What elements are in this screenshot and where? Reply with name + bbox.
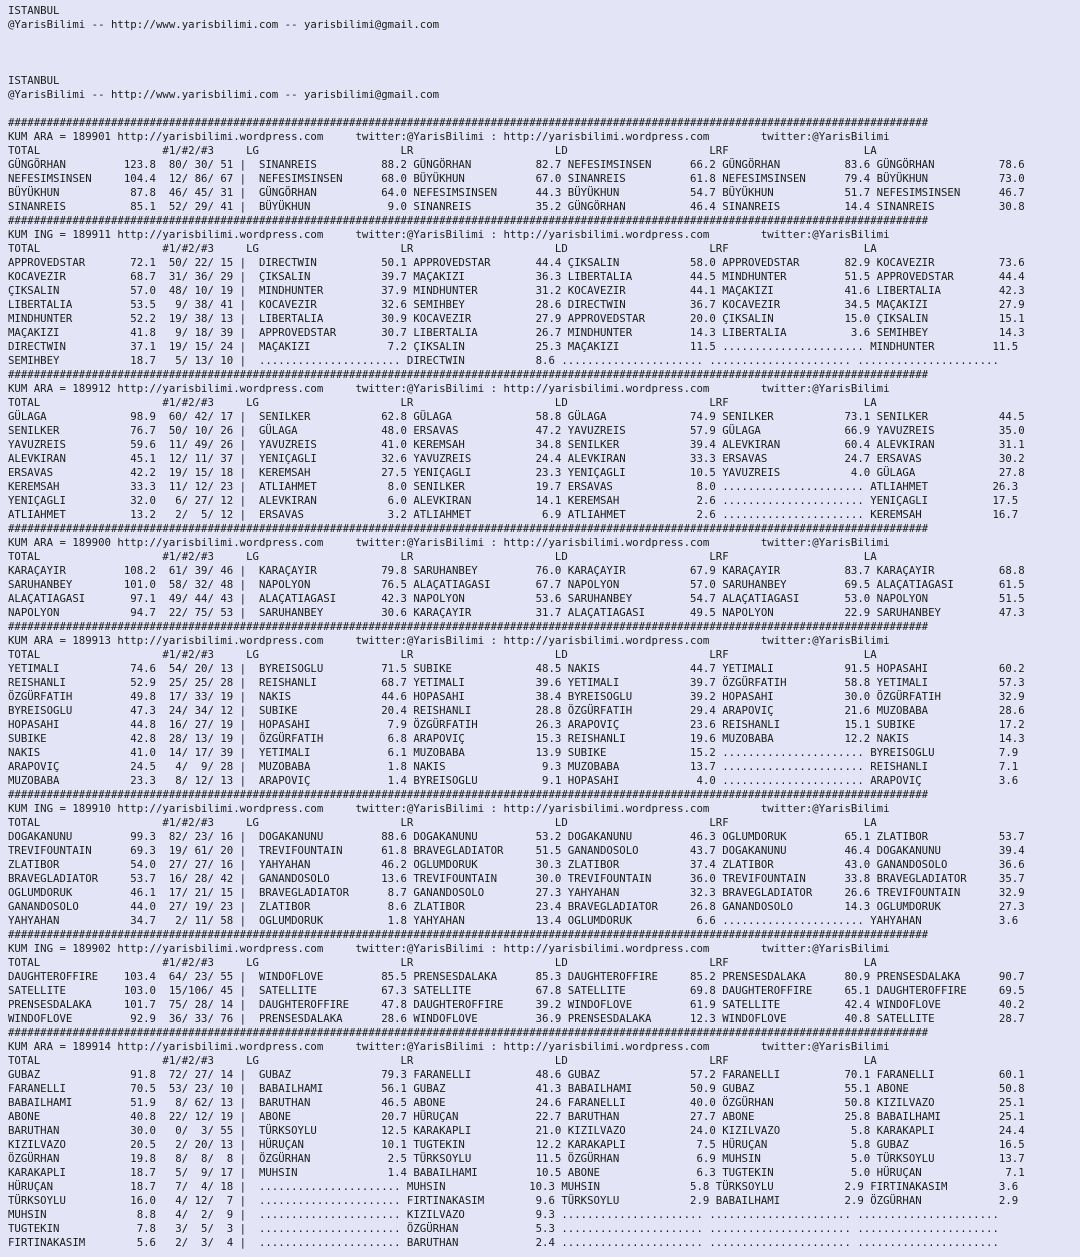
horse-row: FIRTINAKASIM 5.6 2/ 3/ 4 | ...................... BARUTHAN 2.4 ...................... ...................... ...................... <box>8 1236 999 1249</box>
separator-line: ############################################################################################################################################### <box>8 368 929 381</box>
horse-row: TÜRKSOYLU 16.0 4/ 12/ 7 | ...................... FIRTINAKASIM 9.6 TÜRKSOYLU 2.9 BABAILHAMI 2.9 ÖZGÜRHAN 2.9 <box>8 1194 1019 1207</box>
race-header-line: KUM ARA = 189914 http://yarisbilimi.wordpress.com twitter:@YarisBilimi : http://yarisbilimi.wordpress.com twitter:@YarisBilimi <box>8 1040 890 1053</box>
blank-line <box>8 60 1080 74</box>
column-header-line: TOTAL #1/#2/#3 LG LR LD LRF LA <box>8 550 877 563</box>
separator-line: ############################################################################################################################################### <box>8 788 929 801</box>
race-report-lines <box>8 116 1080 1250</box>
race-header-line: KUM ARA = 189913 http://yarisbilimi.wordpress.com twitter:@YarisBilimi : http://yarisbilimi.wordpress.com twitter:@YarisBilimi <box>8 634 890 647</box>
horse-row: YAVUZREIS 59.6 11/ 49/ 26 | YAVUZREIS 41.0 KEREMSAH 34.8 SENILKER 39.4 ALEVKIRAN 60.4 ALEVKIRAN 31.1 <box>8 438 1025 451</box>
horse-row: ÇIKSALIN 57.0 48/ 10/ 19 | MINDHUNTER 37.9 MINDHUNTER 31.2 KOCAVEZIR 44.1 MAÇAKIZI 41.6 LIBERTALIA 42.3 <box>8 284 1025 297</box>
race-header-line: KUM ING = 189910 http://yarisbilimi.wordpress.com twitter:@YarisBilimi : http://yarisbilimi.wordpress.com twitter:@YarisBilimi <box>8 802 890 815</box>
horse-row: APPROVEDSTAR 72.1 50/ 22/ 15 | DIRECTWIN 50.1 APPROVEDSTAR 44.4 ÇIKSALIN 58.0 APPROVEDSTAR 82.9 KOCAVEZIR 73.6 <box>8 256 1025 269</box>
column-header-line: TOTAL #1/#2/#3 LG LR LD LRF LA <box>8 956 877 969</box>
horse-row: MAÇAKIZI 41.8 9/ 18/ 39 | APPROVEDSTAR 30.7 LIBERTALIA 26.7 MINDHUNTER 14.3 LIBERTALIA 3.6 SEMIHBEY 14.3 <box>8 326 1025 339</box>
horse-row: NAPOLYON 94.7 22/ 75/ 53 | SARUHANBEY 30.6 KARAÇAYIR 31.7 ALAÇATIAGASI 49.5 NAPOLYON 22.9 SARUHANBEY 47.3 <box>8 606 1025 619</box>
horse-row: WINDOFLOVE 92.9 36/ 33/ 76 | PRENSESDALAKA 28.6 WINDOFLOVE 36.9 PRENSESDALAKA 12.3 WINDOFLOVE 40.8 SATELLITE 28.7 <box>8 1012 1025 1025</box>
horse-row: BABAILHAMI 51.9 8/ 62/ 13 | BARUTHAN 46.5 ABONE 24.6 FARANELLI 40.0 ÖZGÜRHAN 50.8 KIZILVAZO 25.1 <box>8 1096 1025 1109</box>
separator-line: ############################################################################################################################################### <box>8 928 929 941</box>
separator-line: ############################################################################################################################################### <box>8 620 929 633</box>
header-contact-line: @YarisBilimi -- http://www.yarisbilimi.com -- yarisbilimi@gmail.com <box>8 18 440 31</box>
column-header-line: TOTAL #1/#2/#3 LG LR LD LRF LA <box>8 1054 877 1067</box>
horse-row: YETIMALI 74.6 54/ 20/ 13 | BYREISOGLU 71.5 SUBIKE 48.5 NAKIS 44.7 YETIMALI 91.5 HOPASAHI 60.2 <box>8 662 1025 675</box>
race-header-line: KUM ARA = 189900 http://yarisbilimi.wordpress.com twitter:@YarisBilimi : http://yarisbilimi.wordpress.com twitter:@YarisBilimi <box>8 536 890 549</box>
horse-row: YENIÇAGLI 32.0 6/ 27/ 12 | ALEVKIRAN 6.0 ALEVKIRAN 14.1 KEREMSAH 2.6 ...................... YENIÇAGLI 17.5 <box>8 494 1019 507</box>
column-header-line: TOTAL #1/#2/#3 LG LR LD LRF LA <box>8 242 877 255</box>
race-header-line: KUM ARA = 189912 http://yarisbilimi.wordpress.com twitter:@YarisBilimi : http://yarisbilimi.wordpress.com twitter:@YarisBilimi <box>8 382 890 395</box>
horse-row: DAUGHTEROFFIRE 103.4 64/ 23/ 55 | WINDOFLOVE 85.5 PRENSESDALAKA 85.3 DAUGHTEROFFIRE 85.2 PRENSESDALAKA 80.9 PRENSESDALAKA 90.7 <box>8 970 1025 983</box>
horse-row: SENILKER 76.7 50/ 10/ 26 | GÜLAGA 48.0 ERSAVAS 47.2 YAVUZREIS 57.9 GÜLAGA 66.9 YAVUZREIS 35.0 <box>8 424 1025 437</box>
horse-row: SARUHANBEY 101.0 58/ 32/ 48 | NAPOLYON 76.5 ALAÇATIAGASI 67.7 NAPOLYON 57.0 SARUHANBEY 69.5 ALAÇATIAGASI 61.5 <box>8 578 1025 591</box>
horse-row: BÜYÜKHUN 87.8 46/ 45/ 31 | GÜNGÖRHAN 64.0 NEFESIMSINSEN 44.3 BÜYÜKHUN 54.7 BÜYÜKHUN 51.7 NEFESIMSINSEN 46.7 <box>8 186 1025 199</box>
horse-row: BRAVEGLADIATOR 53.7 16/ 28/ 42 | GANANDOSOLO 13.6 TREVIFOUNTAIN 30.0 TREVIFOUNTAIN 36.0 TREVIFOUNTAIN 33.8 BRAVEGLADIATOR 35.7 <box>8 872 1025 885</box>
horse-row: MINDHUNTER 52.2 19/ 38/ 13 | LIBERTALIA 30.9 KOCAVEZIR 27.9 APPROVEDSTAR 20.0 ÇIKSALIN 15.0 ÇIKSALIN 15.1 <box>8 312 1025 325</box>
horse-row: REISHANLI 52.9 25/ 25/ 28 | REISHANLI 68.7 YETIMALI 39.6 YETIMALI 39.7 ÖZGÜRFATIH 58.8 YETIMALI 57.3 <box>8 676 1025 689</box>
horse-row: SEMIHBEY 18.7 5/ 13/ 10 | ...................... DIRECTWIN 8.6 ...................... ...................... ...................... <box>8 354 999 367</box>
horse-row: ALAÇATIAGASI 97.1 49/ 44/ 43 | ALAÇATIAGASI 42.3 NAPOLYON 53.6 SARUHANBEY 54.7 ALAÇATIAGASI 53.0 NAPOLYON 51.5 <box>8 592 1025 605</box>
horse-row: ERSAVAS 42.2 19/ 15/ 18 | KEREMSAH 27.5 YENIÇAGLI 23.3 YENIÇAGLI 10.5 YAVUZREIS 4.0 GÜLAGA 27.8 <box>8 466 1025 479</box>
horse-row: DOGAKANUNU 99.3 82/ 23/ 16 | DOGAKANUNU 88.6 DOGAKANUNU 53.2 DOGAKANUNU 46.3 OGLUMDORUK 65.1 ZLATIBOR 53.7 <box>8 830 1025 843</box>
blank-line <box>8 102 1080 116</box>
race-header-line: KUM ARA = 189901 http://yarisbilimi.wordpress.com twitter:@YarisBilimi : http://yarisbilimi.wordpress.com twitter:@YarisBilimi <box>8 130 890 143</box>
horse-row: NAKIS 41.0 14/ 17/ 39 | YETIMALI 6.1 MUZOBABA 13.9 SUBIKE 15.2 ...................... BYREISOGLU 7.9 <box>8 746 1019 759</box>
horse-row: GÜNGÖRHAN 123.8 80/ 30/ 51 | SINANREIS 88.2 GÜNGÖRHAN 82.7 NEFESIMSINSEN 66.2 GÜNGÖRHAN 83.6 GÜNGÖRHAN 78.6 <box>8 158 1025 171</box>
header-city: ISTANBUL <box>8 74 60 87</box>
header-city: ISTANBUL <box>8 4 60 17</box>
separator-line: ############################################################################################################################################### <box>8 116 929 129</box>
separator-line: ############################################################################################################################################### <box>8 214 929 227</box>
horse-row: TUGTEKIN 7.8 3/ 5/ 3 | ...................... ÖZGÜRHAN 5.3 ...................... ...................... ...................... <box>8 1222 999 1235</box>
column-header-line: TOTAL #1/#2/#3 LG LR LD LRF LA <box>8 816 877 829</box>
horse-row: DIRECTWIN 37.1 19/ 15/ 24 | MAÇAKIZI 7.2 ÇIKSALIN 25.3 MAÇAKIZI 11.5 ...................... MINDHUNTER 11.5 <box>8 340 1019 353</box>
header-contact-line: @YarisBilimi -- http://www.yarisbilimi.com -- yarisbilimi@gmail.com <box>8 88 440 101</box>
separator-line: ############################################################################################################################################### <box>8 522 929 535</box>
horse-row: ALEVKIRAN 45.1 12/ 11/ 37 | YENIÇAGLI 32.6 YAVUZREIS 24.4 ALEVKIRAN 33.3 ERSAVAS 24.7 ERSAVAS 30.2 <box>8 452 1025 465</box>
separator-line: ############################################################################################################################################### <box>8 1026 929 1039</box>
horse-row: SATELLITE 103.0 15/106/ 45 | SATELLITE 67.3 SATELLITE 67.8 SATELLITE 69.8 DAUGHTEROFFIRE 65.1 DAUGHTEROFFIRE 69.5 <box>8 984 1025 997</box>
horse-row: ATLIAHMET 13.2 2/ 5/ 12 | ERSAVAS 3.2 ATLIAHMET 6.9 ATLIAHMET 2.6 ...................... KEREMSAH 16.7 <box>8 508 1019 521</box>
horse-row: ARAPOVIÇ 24.5 4/ 9/ 28 | MUZOBABA 1.8 NAKIS 9.3 MUZOBABA 13.7 ...................... REISHANLI 7.1 <box>8 760 1019 773</box>
blank-line <box>8 32 1080 46</box>
horse-row: NEFESIMSINSEN 104.4 12/ 86/ 67 | NEFESIMSINSEN 68.0 BÜYÜKHUN 67.0 SINANREIS 61.8 NEFESIMSINSEN 79.4 BÜYÜKHUN 73.0 <box>8 172 1025 185</box>
horse-row: GUBAZ 91.8 72/ 27/ 14 | GUBAZ 79.3 FARANELLI 48.6 GUBAZ 57.2 FARANELLI 70.1 FARANELLI 60.1 <box>8 1068 1025 1081</box>
horse-row: ÖZGÜRHAN 19.8 8/ 8/ 8 | ÖZGÜRHAN 2.5 TÜRKSOYLU 11.5 ÖZGÜRHAN 6.9 MUHSIN 5.0 TÜRKSOYLU 13.7 <box>8 1152 1025 1165</box>
horse-row: LIBERTALIA 53.5 9/ 38/ 41 | KOCAVEZIR 32.6 SEMIHBEY 28.6 DIRECTWIN 36.7 KOCAVEZIR 34.5 MAÇAKIZI 27.9 <box>8 298 1025 311</box>
horse-row: MUHSIN 8.8 4/ 2/ 9 | ...................... KIZILVAZO 9.3 ...................... ...................... ...................... <box>8 1208 999 1221</box>
horse-row: KARAKAPLI 18.7 5/ 9/ 17 | MUHSIN 1.4 BABAILHAMI 10.5 ABONE 6.3 TUGTEKIN 5.0 HÜRUÇAN 7.1 <box>8 1166 1025 1179</box>
horse-row: HÜRUÇAN 18.7 7/ 4/ 18 | ...................... MUHSIN 10.3 MUHSIN 5.8 TÜRKSOYLU 2.9 FIRTINAKASIM 3.6 <box>8 1180 1019 1193</box>
horse-row: GÜLAGA 98.9 60/ 42/ 17 | SENILKER 62.8 GÜLAGA 58.8 GÜLAGA 74.9 SENILKER 73.1 SENILKER 44.5 <box>8 410 1025 423</box>
horse-row: PRENSESDALAKA 101.7 75/ 28/ 14 | DAUGHTEROFFIRE 47.8 DAUGHTEROFFIRE 39.2 WINDOFLOVE 61.9 SATELLITE 42.4 WINDOFLOVE 40.2 <box>8 998 1025 1011</box>
horse-row: YAHYAHAN 34.7 2/ 11/ 58 | OGLUMDORUK 1.8 YAHYAHAN 13.4 OGLUMDORUK 6.6 ...................... YAHYAHAN 3.6 <box>8 914 1019 927</box>
horse-row: SUBIKE 42.8 28/ 13/ 19 | ÖZGÜRFATIH 6.8 ARAPOVIÇ 15.3 REISHANLI 19.6 MUZOBABA 12.2 NAKIS 14.3 <box>8 732 1025 745</box>
horse-row: GANANDOSOLO 44.0 27/ 19/ 23 | ZLATIBOR 8.6 ZLATIBOR 23.4 BRAVEGLADIATOR 26.8 GANANDOSOLO 14.3 OGLUMDORUK 27.3 <box>8 900 1025 913</box>
column-header-line: TOTAL #1/#2/#3 LG LR LD LRF LA <box>8 648 877 661</box>
column-header-line: TOTAL #1/#2/#3 LG LR LD LRF LA <box>8 396 877 409</box>
horse-row: ÖZGÜRFATIH 49.8 17/ 33/ 19 | NAKIS 44.6 HOPASAHI 38.4 BYREISOGLU 39.2 HOPASAHI 30.0 ÖZGÜRFATIH 32.9 <box>8 690 1025 703</box>
horse-row: KOCAVEZIR 68.7 31/ 36/ 29 | ÇIKSALIN 39.7 MAÇAKIZI 36.3 LIBERTALIA 44.5 MINDHUNTER 51.5 APPROVEDSTAR 44.4 <box>8 270 1025 283</box>
race-header-line: KUM ING = 189911 http://yarisbilimi.wordpress.com twitter:@YarisBilimi : http://yarisbilimi.wordpress.com twitter:@YarisBilimi <box>8 228 890 241</box>
horse-row: KIZILVAZO 20.5 2/ 20/ 13 | HÜRUÇAN 10.1 TUGTEKIN 12.2 KARAKAPLI 7.5 HÜRUÇAN 5.8 GUBAZ 16.5 <box>8 1138 1025 1151</box>
horse-row: HOPASAHI 44.8 16/ 27/ 19 | HOPASAHI 7.9 ÖZGÜRFATIH 26.3 ARAPOVIÇ 23.6 REISHANLI 15.1 SUBIKE 17.2 <box>8 718 1025 731</box>
horse-row: MUZOBABA 23.3 8/ 12/ 13 | ARAPOVIÇ 1.4 BYREISOGLU 9.1 HOPASAHI 4.0 ...................... ARAPOVIÇ 3.6 <box>8 774 1019 787</box>
horse-row: SINANREIS 85.1 52/ 29/ 41 | BÜYÜKHUN 9.0 SINANREIS 35.2 GÜNGÖRHAN 46.4 SINANREIS 14.4 SINANREIS 30.8 <box>8 200 1025 213</box>
horse-row: KARAÇAYIR 108.2 61/ 39/ 46 | KARAÇAYIR 79.8 SARUHANBEY 76.0 KARAÇAYIR 67.9 KARAÇAYIR 83.7 KARAÇAYIR 68.8 <box>8 564 1025 577</box>
horse-row: FARANELLI 70.5 53/ 23/ 10 | BABAILHAMI 56.1 GUBAZ 41.3 BABAILHAMI 50.9 GUBAZ 55.1 ABONE 50.8 <box>8 1082 1025 1095</box>
horse-row: OGLUMDORUK 46.1 17/ 21/ 15 | BRAVEGLADIATOR 8.7 GANANDOSOLO 27.3 YAHYAHAN 32.3 BRAVEGLADIATOR 26.6 TREVIFOUNTAIN 32.9 <box>8 886 1025 899</box>
horse-row: ZLATIBOR 54.0 27/ 27/ 16 | YAHYAHAN 46.2 OGLUMDORUK 30.3 ZLATIBOR 37.4 ZLATIBOR 43.0 GANANDOSOLO 36.6 <box>8 858 1025 871</box>
horse-row: KEREMSAH 33.3 11/ 12/ 23 | ATLIAHMET 8.0 SENILKER 19.7 ERSAVAS 8.0 ...................... ATLIAHMET 26.3 <box>8 480 1019 493</box>
horse-row: ABONE 40.8 22/ 12/ 19 | ABONE 20.7 HÜRUÇAN 22.7 BARUTHAN 27.7 ABONE 25.8 BABAILHAMI 25.1 <box>8 1110 1025 1123</box>
column-header-line: TOTAL #1/#2/#3 LG LR LD LRF LA <box>8 144 877 157</box>
blank-line <box>8 46 1080 60</box>
race-header-line: KUM ING = 189902 http://yarisbilimi.wordpress.com twitter:@YarisBilimi : http://yarisbilimi.wordpress.com twitter:@YarisBilimi <box>8 942 890 955</box>
horse-row: TREVIFOUNTAIN 69.3 19/ 61/ 20 | TREVIFOUNTAIN 61.8 BRAVEGLADIATOR 51.5 GANANDOSOLO 43.7 DOGAKANUNU 46.4 DOGAKANUNU 39.4 <box>8 844 1025 857</box>
horse-row: BYREISOGLU 47.3 24/ 34/ 12 | SUBIKE 20.4 REISHANLI 28.8 ÖZGÜRFATIH 29.4 ARAPOVIÇ 21.6 MUZOBABA 28.6 <box>8 704 1025 717</box>
horse-row: BARUTHAN 30.0 0/ 3/ 55 | TÜRKSOYLU 12.5 KARAKAPLI 21.0 KIZILVAZO 24.0 KIZILVAZO 5.8 KARAKAPLI 24.4 <box>8 1124 1025 1137</box>
